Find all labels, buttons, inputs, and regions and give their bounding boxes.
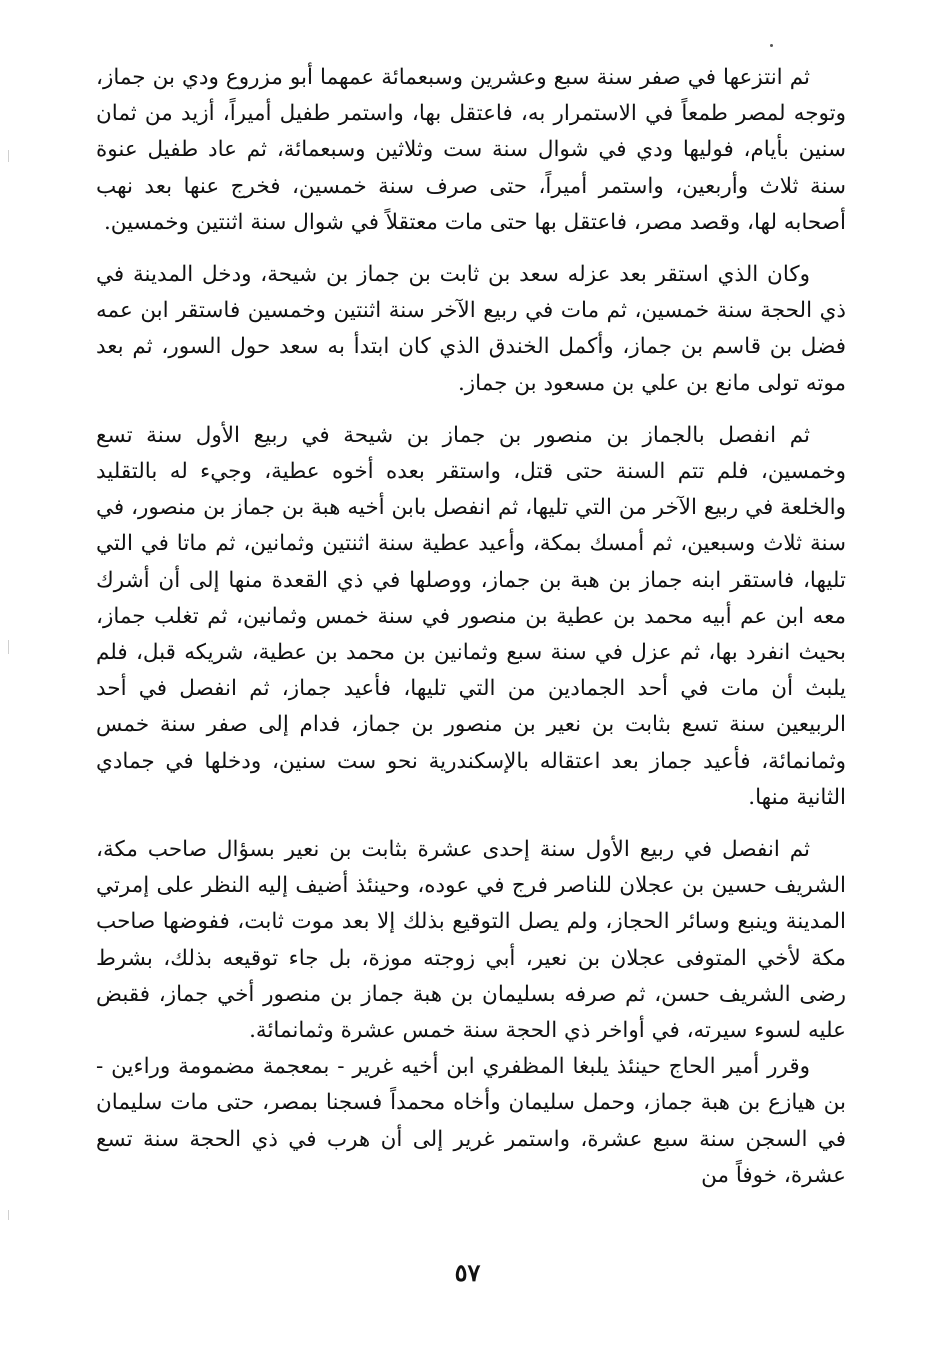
paragraph-5: وقرر أمير الحاج حينئذ يلبغا المظفري ابن أخيه غرير - بمعجمة مضمومة وراءين - بن هيازع بن هبة جماز، وحمل سليمان وأخاه محمداً فسجنا بمصر، حتى مات سليمان في السجن سنة سبع عشرة، واستمر غرير إلى أن هرب في ذي الحجة سنة تسع عشرة، خوفاً من	[96, 1054, 846, 1188]
page-edge-mark	[8, 1210, 9, 1220]
paragraph-2: وكان الذي استقر بعد عزله سعد بن ثابت بن جماز بن شيحة، ودخل المدينة في ذي الحجة سنة خمسين، ثم مات في ربيع الآخر سنة اثنتين وخمسين فاستقر ابن عمه فضل بن قاسم بن جماز، وأكمل الخندق الذي كان ابتدأ به سعد حول السور، ثم بعد موته تولى مانع بن علي بن مسعود بن جماز.	[96, 262, 846, 396]
body-text	[96, 60, 846, 1194]
page-edge-mark	[8, 640, 9, 654]
scan-speck	[770, 44, 773, 47]
paragraph-4: ثم انفصل في ربيع الأول سنة إحدى عشرة بثابت بن نعير بسؤال صاحب مكة، الشريف حسين بن عجلان للناصر فرج في عوده، وحينئذ أضيف إليه النظر على إمرتي المدينة وينبع وسائر الحجاز، ولم يصل التوقيع بذلك إلا بعد موت ثابت، ففوضها صاحب مكة لأخي المتوفى عجلان بن نعير، أبي زوجته موزة، بل جاء توقيعه بذلك، بشرط رضى الشريف حسن، ثم صرفه بسليمان بن هبة جماز بن منصور أخي جماز، فقبض عليه لسوء سيرته، في أواخر ذي الحجة سنة خمس عشرة وثمانمائة.	[96, 837, 846, 1044]
paragraph-1: ثم انتزعها في صفر سنة سبع وعشرين وسبعمائة عمهما أبو مزروع ودي بن جماز، وتوجه لمصر طمعاً في الاستمرار به، فاعتقل بها، واستمر طفيل أميراً، أزيد من ثمان سنين بأيام، فوليها ودي في شوال سنة ست وثلاثين وسبعمائة، ثم عاد طفيل عنوة سنة ثلاث وأربعين، واستمر أميراً، حتى صرف سنة خمسين، فخرج عنها بعد نهب أصحابه لها، وقصد مصر، فاعتقل بها حتى مات معتقلاً في شوال سنة اثنتين وخمسين.	[96, 65, 846, 235]
page-number: ٥٧	[454, 1258, 481, 1287]
page-edge-mark	[8, 150, 9, 162]
paragraph-3: ثم انفصل بالجماز بن منصور بن جماز بن شيحة في ربيع الأول سنة تسع وخمسين، فلم تتم السنة حتى قتل، واستقر بعده أخوه عطية، وجيء له بالتقليد والخلعة في ربيع الآخر من التي تليها، ثم انفصل بابن أخيه هبة بن جماز بن منصور، في سنة ثلاث وسبعين، ثم أمسك بمكة، وأعيد عطية سنة اثنتين وثمانين، ثم ماتا في التي تليها، فاستقر ابنه جماز بن هبة بن جماز، ووصلها في ذي القعدة منها إلى أن أشرك معه ابن عم أبيه محمد بن عطية بن منصور في سنة خمس وثمانين، ثم تغلب جماز، بحيث انفرد بها، ثم عزل في سنة سبع وثمانين بن محمد بن عطية، شريكه قبل، فلم يلبث أن مات في أحد الجمادين من التي تليها، فأعيد جماز، ثم انفصل في أحد الربيعين سنة تسع بثابت بن نعير بن منصور بن جماز، فدام إلى صفر سنة خمس وثمانمائة، فأعيد جماز بعد اعتقاله بالإسكندرية نحو ست سنين، ودخلها في جمادي الثانية منها.	[96, 422, 846, 810]
